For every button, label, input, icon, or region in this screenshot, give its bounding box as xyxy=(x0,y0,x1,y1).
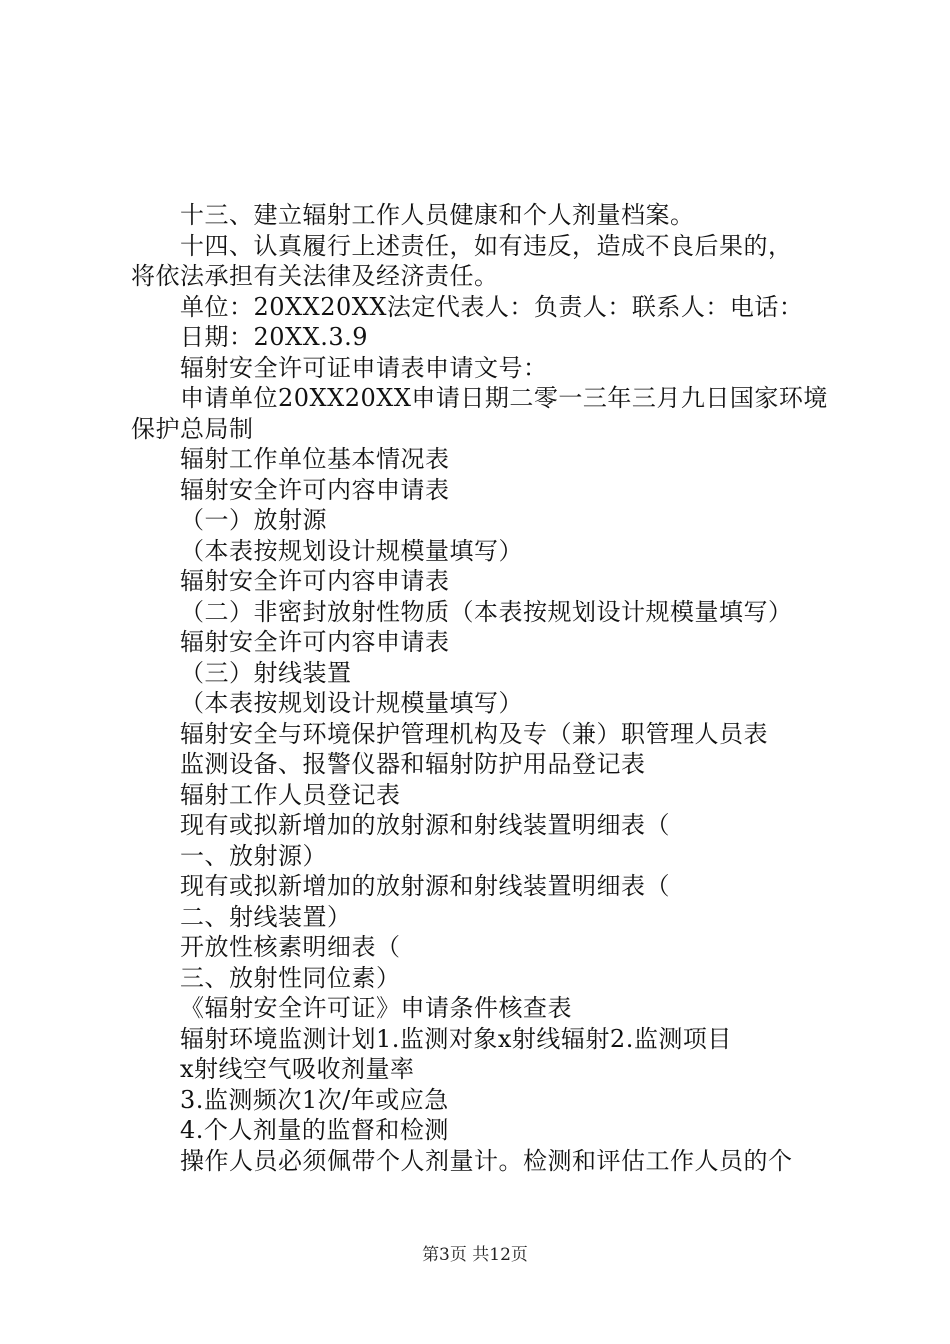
text-line: 申请单位20XX20XX申请日期二零一三年三月九日国家环境 xyxy=(180,384,828,412)
text-line: 辐射安全许可内容申请表 xyxy=(180,567,450,595)
text-line: 辐射安全许可证申请表申请文号： xyxy=(180,353,548,382)
text-line: 现有或拟新增加的放射源和射线装置明细表（ xyxy=(180,872,670,900)
text-line: （三）射线装置 xyxy=(180,658,352,687)
text-line: 辐射安全许可内容申请表 xyxy=(180,475,450,504)
text-line: 监测设备、报警仪器和辐射防护用品登记表 xyxy=(180,750,646,778)
text-line: 将依法承担有关法律及经济责任。 xyxy=(131,262,499,290)
text-line: 《辐射安全许可证》申请条件核查表 xyxy=(180,994,572,1022)
text-line: 十三、建立辐射工作人员健康和个人剂量档案。 xyxy=(180,201,695,229)
text-line: 单位：20XX20XX法定代表人：负责人：联系人：电话： xyxy=(180,292,804,321)
text-line: 保护总局制 xyxy=(131,414,254,443)
text-line: （本表按规划设计规模量填写） xyxy=(180,536,523,565)
text-line: 3.监测频次1次/年或应急 xyxy=(180,1085,449,1114)
text-line: 日期：20XX.3.9 xyxy=(180,323,369,351)
text-line: 十四、认真履行上述责任，如有违反，造成不良后果的， xyxy=(180,231,793,260)
text-line: 辐射工作人员登记表 xyxy=(180,780,401,809)
text-line: 4.个人剂量的监督和检测 xyxy=(180,1116,449,1144)
text-line: （二）非密封放射性物质（本表按规划设计规模量填写） xyxy=(180,597,793,626)
text-line: x射线空气吸收剂量率 xyxy=(180,1055,415,1083)
text-line: 辐射环境监测计划1.监测对象x射线辐射2.监测项目 xyxy=(180,1024,732,1053)
text-line: 三、放射性同位素） xyxy=(180,963,401,992)
text-line: 现有或拟新增加的放射源和射线装置明细表（ xyxy=(180,811,670,839)
text-line: 操作人员必须佩带个人剂量计。检测和评估工作人员的个 xyxy=(180,1146,793,1175)
text-line: （一）放射源 xyxy=(180,506,327,534)
text-line: 辐射安全与环境保护管理机构及专（兼）职管理人员表 xyxy=(180,719,768,748)
page-footer: 第3页 共12页 xyxy=(422,1245,528,1265)
text-line: （本表按规划设计规模量填写） xyxy=(180,689,523,717)
text-line: 一、放射源） xyxy=(180,841,327,870)
text-line: 辐射工作单位基本情况表 xyxy=(180,445,450,473)
text-line: 辐射安全许可内容申请表 xyxy=(180,628,450,656)
document-body xyxy=(131,200,836,1176)
text-line: 开放性核素明细表（ xyxy=(180,933,401,961)
text-line: 二、射线装置） xyxy=(180,902,352,931)
